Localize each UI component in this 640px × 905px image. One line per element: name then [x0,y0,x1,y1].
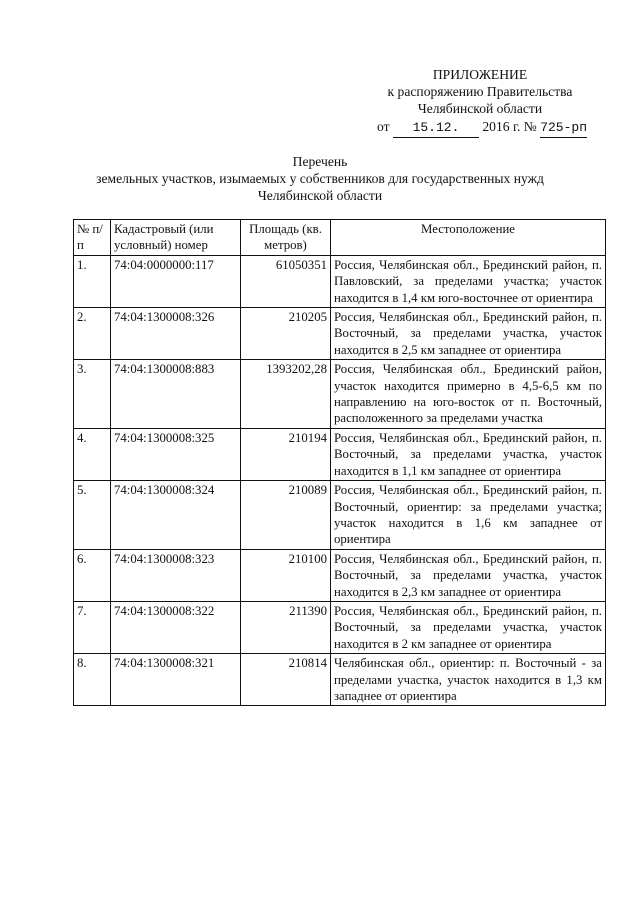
appendix-title: ПРИЛОЖЕНИЕ [432,67,528,82]
table-row [74,601,606,653]
list-subtitle-2: Челябинской области [257,188,383,203]
cell-area: 210814 [241,654,331,706]
order-number: 725-рп [540,120,587,135]
table-row [74,308,606,360]
ot-label: от [377,119,390,134]
table-row [74,549,606,601]
cell-location: Россия, Челябинская обл., Брединский район, п. Восточный, за пределами участка, участок находится в 1,1 км западнее от ориентира [331,428,606,480]
table-row [74,428,606,480]
col-header-cadastral: Кадастровый (или условный) номер [111,220,241,256]
appendix-line-2: Челябинской области [417,101,543,116]
cell-num: 8. [74,654,111,706]
cell-area: 211390 [241,601,331,653]
col-header-area: Площадь (кв. метров) [241,220,331,256]
cell-location: Челябинская обл., ориентир: п. Восточный - за пределами участка, участок находится в 1,3 км западнее от ориентира [331,654,606,706]
cell-num: 6. [74,549,111,601]
cell-area: 210205 [241,308,331,360]
cell-area: 210100 [241,549,331,601]
cell-cadastral: 74:04:0000000:117 [111,255,241,307]
table-header-row [74,220,606,256]
col-header-location: Местоположение [331,220,606,256]
cell-cadastral: 74:04:1300008:325 [111,428,241,480]
land-plots-table [73,219,606,706]
table-row [74,360,606,429]
cell-cadastral: 74:04:1300008:326 [111,308,241,360]
cell-area: 210194 [241,428,331,480]
cell-cadastral: 74:04:1300008:324 [111,481,241,550]
order-date: 15.12. [412,120,460,135]
cell-location: Россия, Челябинская обл., Брединский район, п. Восточный, за пределами участка, участок находится в 2 км западнее от ориентира [331,601,606,653]
cell-cadastral: 74:04:1300008:323 [111,549,241,601]
order-number-label: г. № [512,119,537,134]
col-header-num: № п/п [74,220,111,256]
order-year: 2016 [482,119,510,134]
order-date-line [377,118,587,138]
table-row [74,255,606,307]
cell-num: 4. [74,428,111,480]
table-row [74,654,606,706]
table-row [74,481,606,550]
cell-num: 7. [74,601,111,653]
cell-num: 3. [74,360,111,429]
cell-location: Россия, Челябинская обл., Брединский район, п. Восточный, за пределами участка, участок находится в 2,3 км западнее от ориентира [331,549,606,601]
table-body [74,255,606,706]
list-title: Перечень [292,154,348,169]
cell-cadastral: 74:04:1300008:321 [111,654,241,706]
order-date-field [393,118,479,138]
cell-location: Россия, Челябинская обл., Брединский район, п. Восточный, за пределами участка, участок находится в 2,5 км западнее от ориентира [331,308,606,360]
cell-location: Россия, Челябинская обл., Брединский район, п. Восточный, ориентир: за пределами участка; участок находится в 1,6 км западнее от ориентира [331,481,606,550]
cell-area: 61050351 [241,255,331,307]
cell-location: Россия, Челябинская обл., Брединский район, участок находится примерно в 4,5-6,5 км по направлению на юго-восток от п. Восточный, расположенного за пределами участка [331,360,606,429]
cell-cadastral: 74:04:1300008:322 [111,601,241,653]
cell-num: 2. [74,308,111,360]
cell-area: 210089 [241,481,331,550]
list-subtitle-1: земельных участков, изымаемых у собственников для государственных нужд [96,171,544,186]
cell-num: 1. [74,255,111,307]
cell-num: 5. [74,481,111,550]
appendix-line-1: к распоряжению Правительства [387,84,573,99]
cell-cadastral: 74:04:1300008:883 [111,360,241,429]
cell-area: 1393202,28 [241,360,331,429]
cell-location: Россия, Челябинская обл., Брединский район, п. Павловский, за пределами участка; участок находится в 1,4 км юго-восточнее от ориентира [331,255,606,307]
order-number-field [540,118,587,138]
